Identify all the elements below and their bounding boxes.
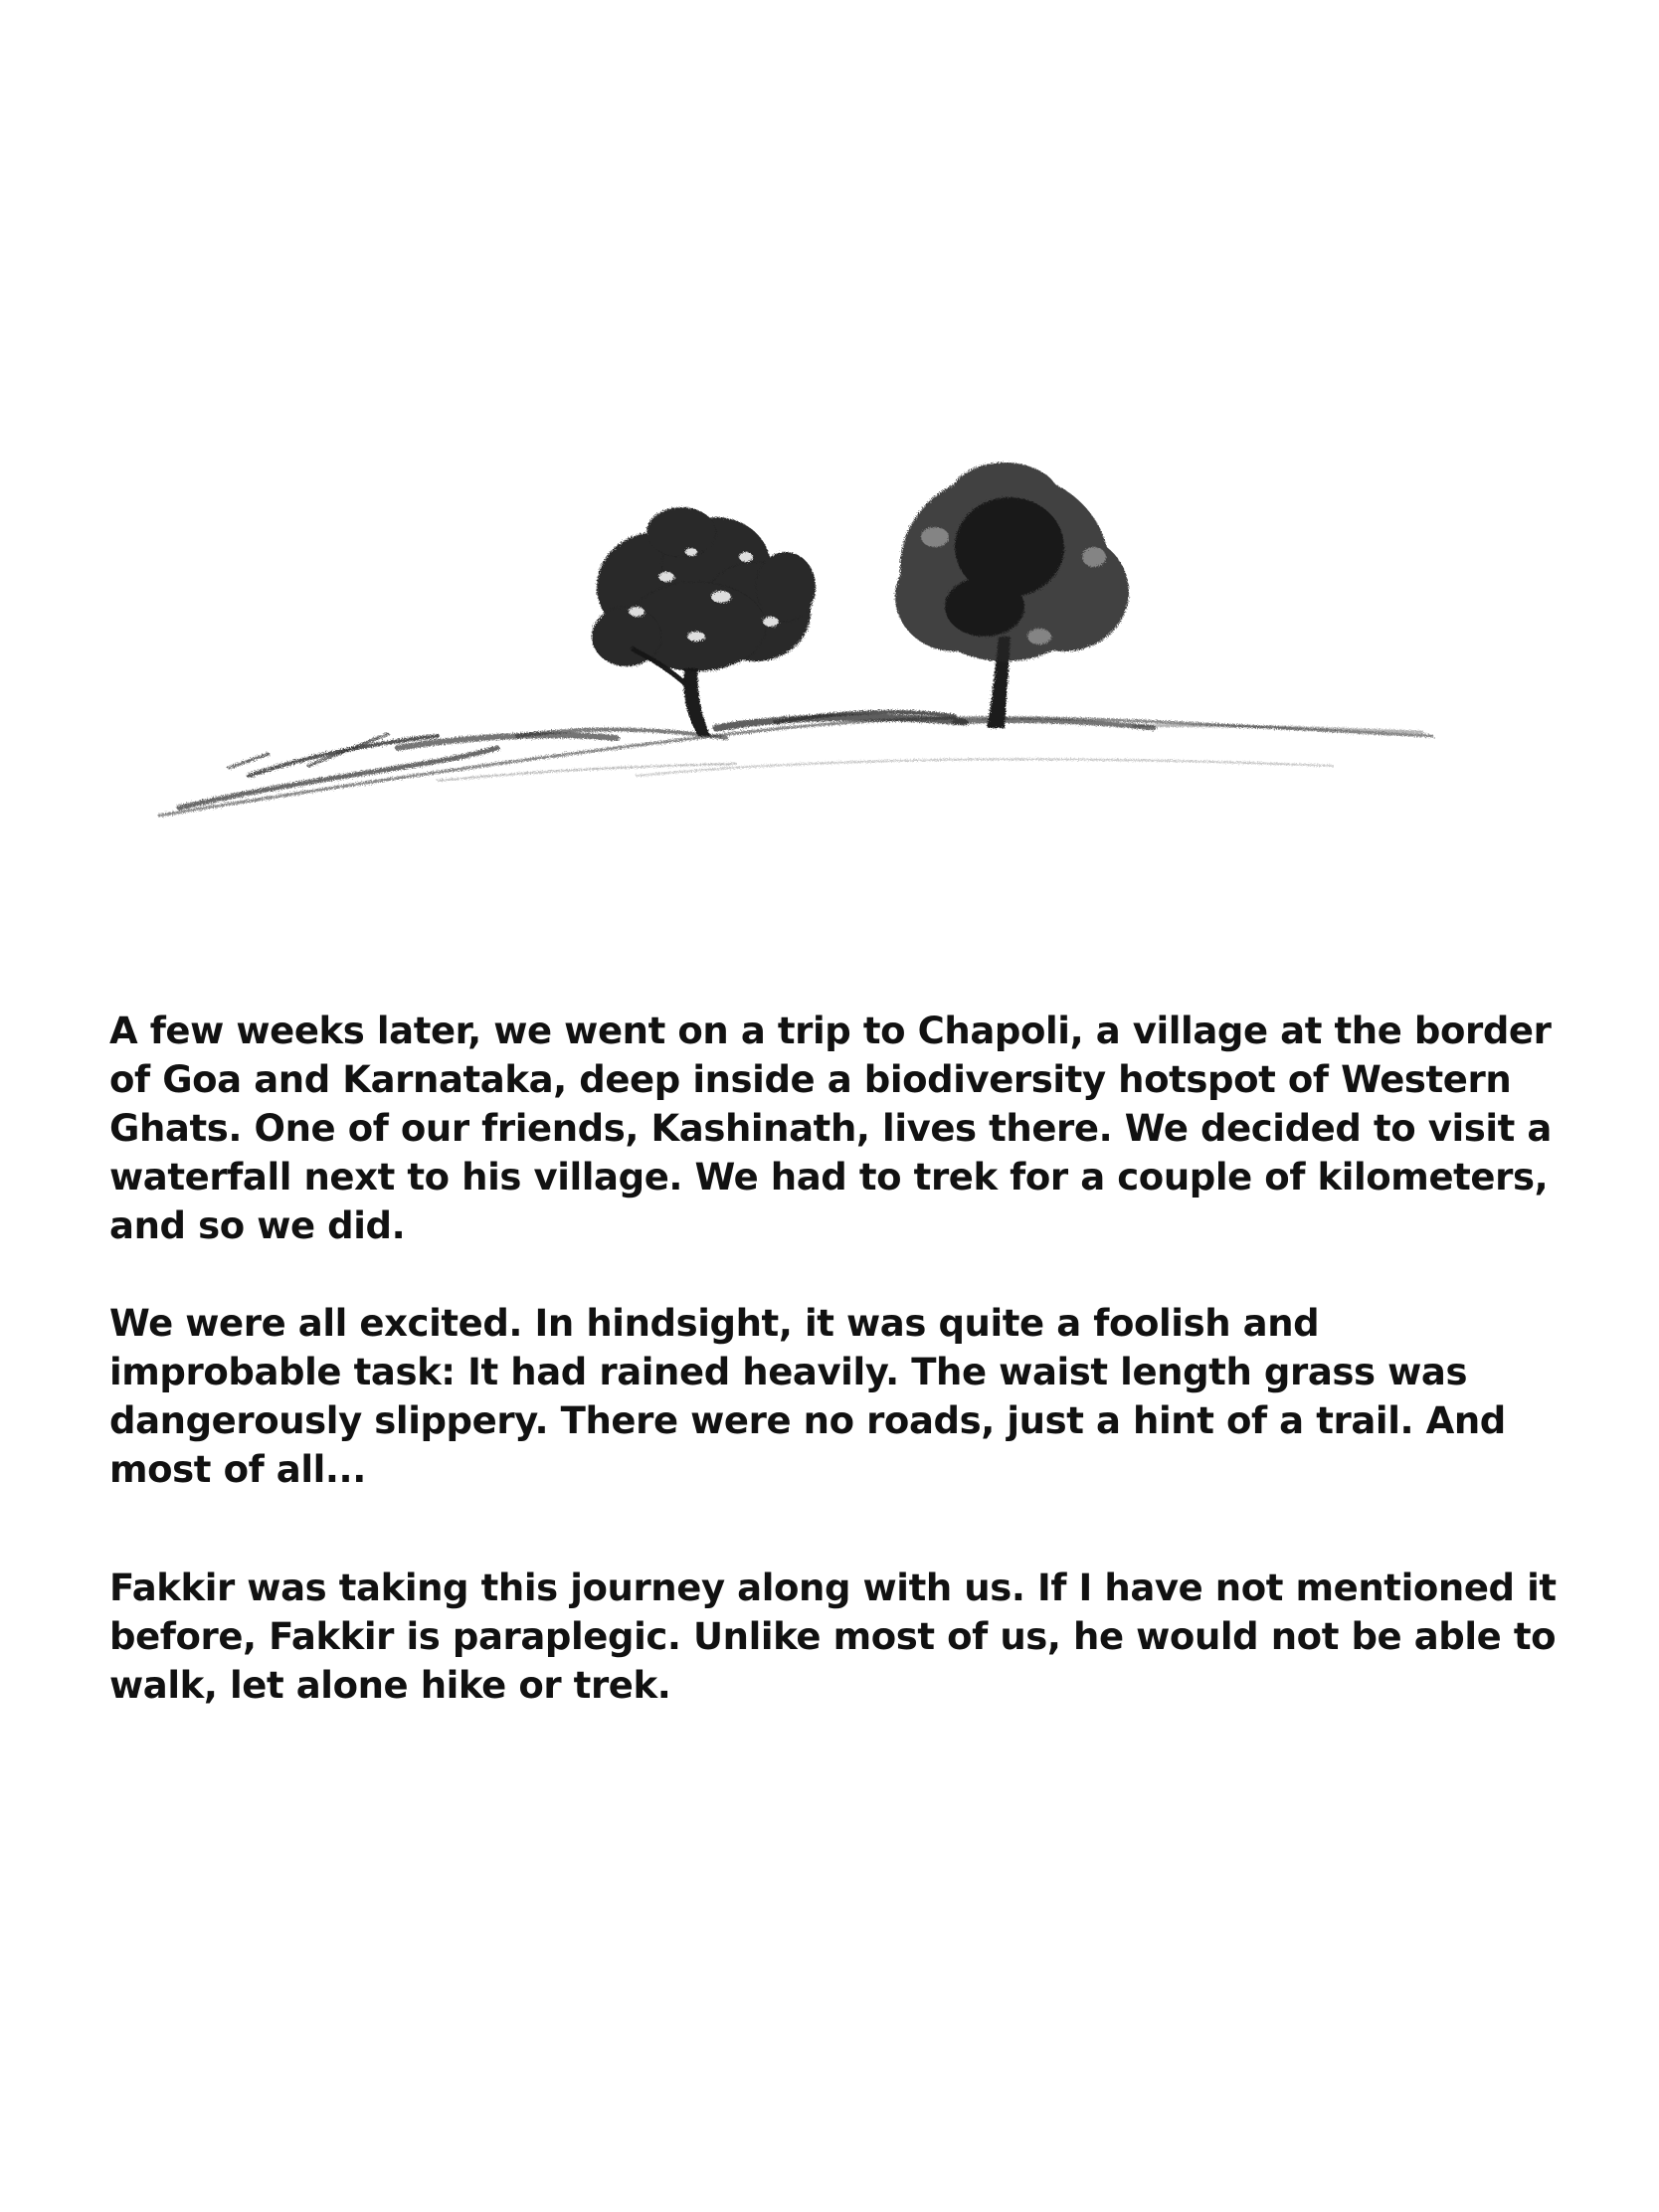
story-paragraph-1: A few weeks later, we went on a trip to Chapoli, a village at the border of Goa and Karnataka, deep inside a biodiversity hotspot of Western Ghats. One of our friends, Kashinath, lives there. We decided to visit a waterfall next to his village. We had to trek for a couple of kilometers, and so we did. [109, 1010, 1552, 1247]
story-paragraph-2: We were all excited. In hindsight, it was quite a foolish and improbable task: It had rained heavily. The waist length grass was dangerously slippery. There were no roads, just a hint of a trail. And most of all... [109, 1302, 1506, 1491]
hill-ground [159, 712, 1432, 816]
left-tree [592, 507, 816, 736]
story-paragraph-3: Fakkir was taking this journey along with us. If I have not mentioned it before, Fakkir is paraplegic. Unlike most of us, he would not be able to walk, let alone hike or trek. [109, 1567, 1557, 1707]
right-tree [895, 462, 1129, 728]
trees-on-hill-illustration [139, 438, 1452, 855]
